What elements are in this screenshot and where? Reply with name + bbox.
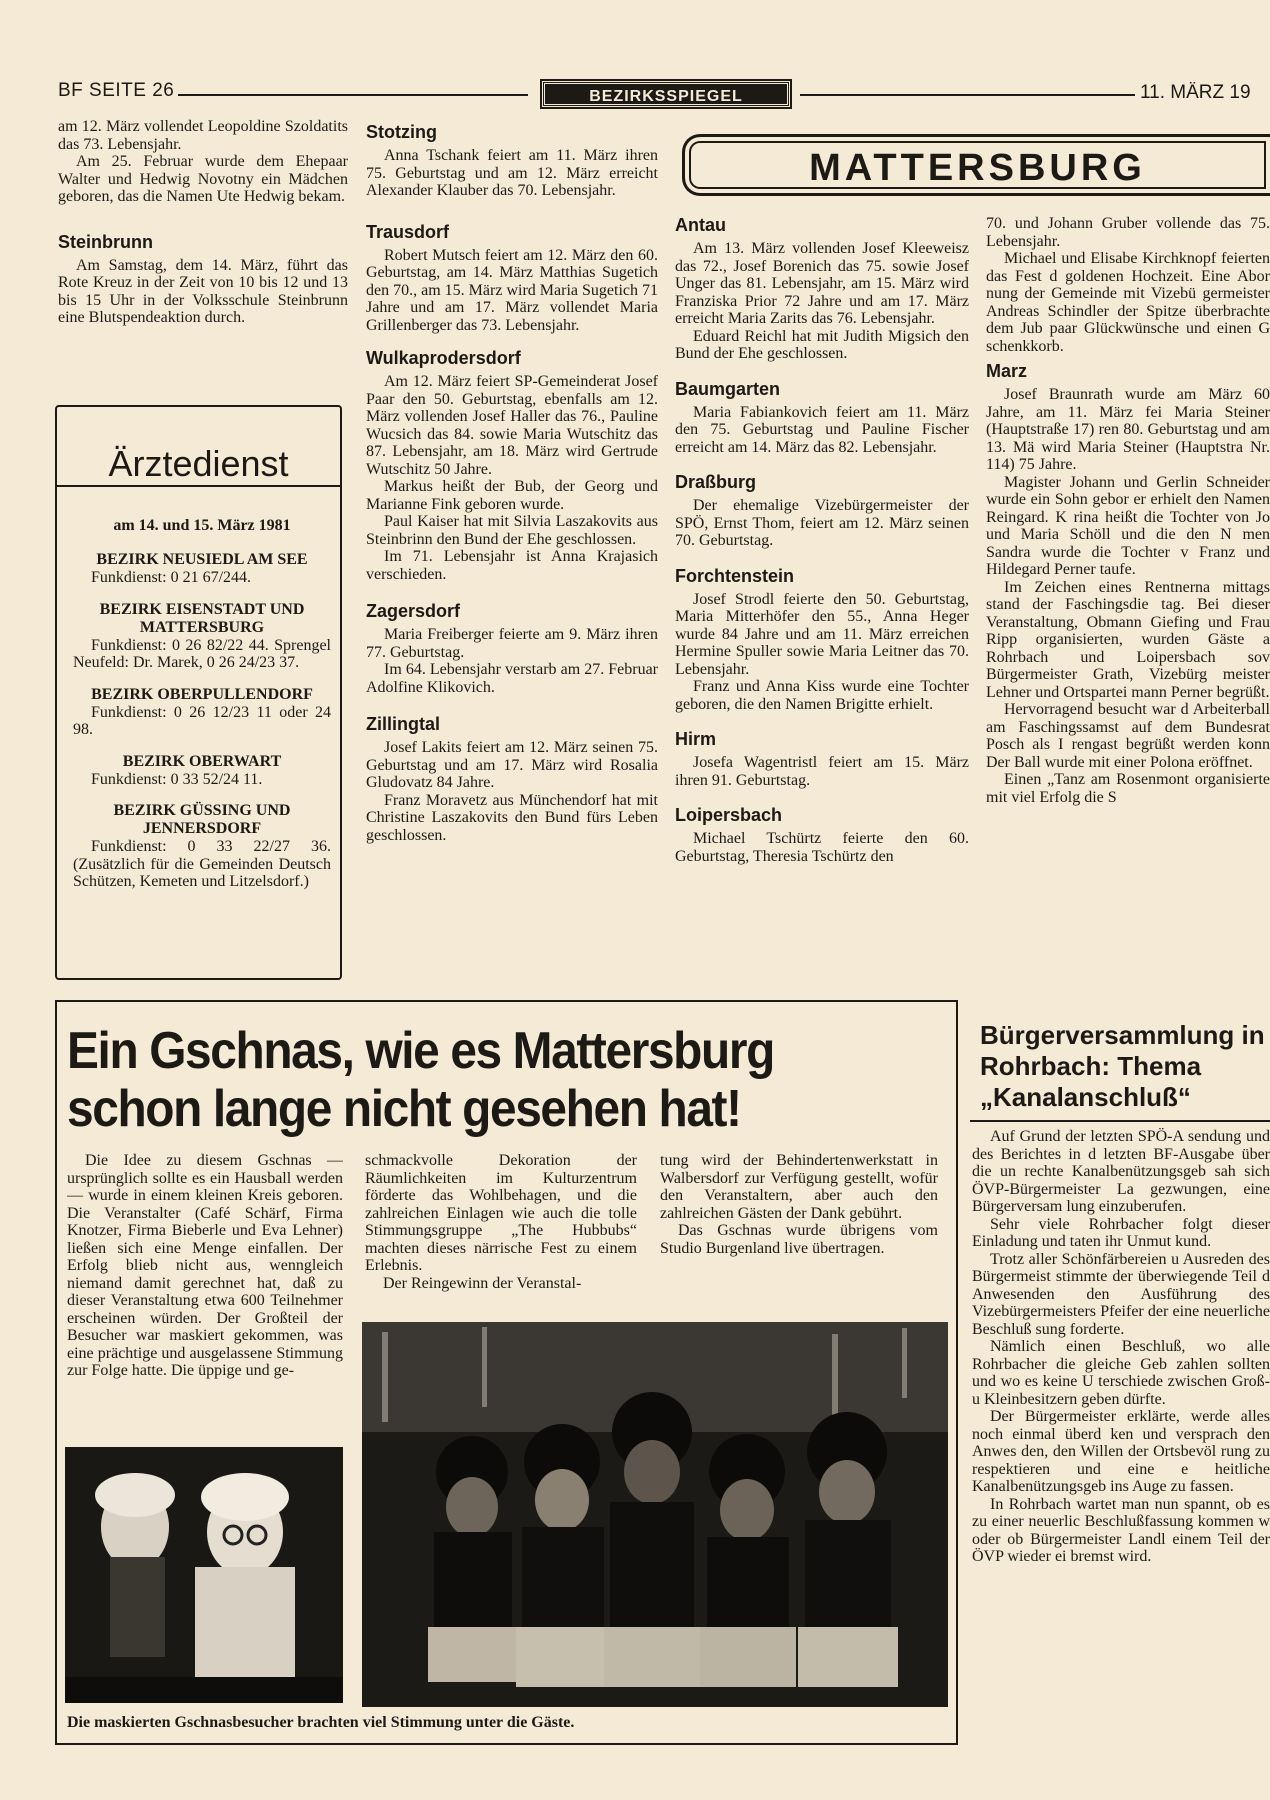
- aerztedienst-title-rule: [57, 485, 340, 487]
- paragraph: Eduard Reichl hat mit Judith Migsich den Bund der Ehe geschlossen.: [675, 327, 969, 362]
- aerztedienst-box: [55, 405, 342, 980]
- paragraph: Josef Lakits feiert am 12. März seinen 75. Geburtstag und am 17. März wird Rosalia Gludovatz 84 Jahre.: [366, 739, 658, 791]
- paragraph: Im 64. Lebensjahr verstarb am 27. Februar Adolfine Klikovich.: [366, 661, 658, 696]
- header-rule-right: [800, 94, 1135, 96]
- section-heading-stotzing: Stotzing: [366, 122, 437, 142]
- district-name: BEZIRK OBERWART: [122, 752, 282, 770]
- paragraph: Sehr viele Rohrbacher folgt dieser Einladung und taten ihr Unmut kund.: [972, 1215, 1270, 1250]
- header-rule-left: [178, 94, 528, 96]
- mattersburg-banner: [682, 134, 1270, 196]
- section-heading-hirm: Hirm: [675, 729, 717, 749]
- paragraph: In Rohrbach wartet man nun spannt, ob es zu einer neuerlic Beschlußfassung kommen w oder ob Bürgermeister Landl einem Teil der ÖVP wieder ei bremst wird.: [972, 1495, 1270, 1565]
- paragraph: Im Zeichen eines Rentnerna mittags stand der Faschingsdie tag. Bei dieser Veranstaltung, Obmann Giefing und Frau Ripp organisierten, wurden Gäste a Rohrbach und Loipersbach sov Bürgermeister Grath, Vizebürg meister Lehner und Ortspartei mann Perner begrüßt.: [986, 578, 1270, 701]
- buerger-column: [972, 1128, 1270, 1758]
- gschnas-col-1: [67, 1152, 343, 1442]
- issue-date: 11. MÄRZ 19: [1140, 82, 1251, 103]
- district-name: BEZIRK OBERPULLENDORF: [91, 685, 313, 703]
- paragraph: Paul Kaiser hat mit Silvia Laszakovits aus Steinbrinn den Bund der Ehe geschlossen.: [366, 513, 658, 548]
- photo-costumed-group: [362, 1322, 948, 1707]
- photo-costumed-group-drawing: [362, 1322, 948, 1707]
- section-badge: BEZIRKSSPIEGEL: [542, 81, 790, 107]
- paragraph: Einen „Tanz am Rosenmont organisierte mit viel Erfolg die S: [986, 771, 1270, 806]
- district-text: Funkdienst: 0 33 22/27 36. (Zusätzlich für die Gemeinden Deutsch Schützen, Kemeten und Litzelsdorf.): [73, 838, 331, 890]
- paragraph: Franz Moravetz aus Münchendorf hat mit Christine Laszakovits den Bund fürs Leben geschlossen.: [366, 791, 658, 844]
- paragraph: 70. und Johann Gruber vollende das 75. Lebensjahr.: [986, 215, 1270, 250]
- paragraph: Die Idee zu diesem Gschnas — ursprünglich sollte es ein Hausball werden — wurde in einem kleinen Kreis geboren. Die Veranstalter (Café Schärf, Firma Knotzer, Firma Bieberle und Eva Lehner) ließen sich eine Menge einfallen. Der Erfolg blieb nicht aus, wenngleich niemand damit gerechnet hat, daß zu dieser Veranstaltung etwa 600 Teilnehmer erscheinen würden. Der Großteil der Besucher war maskiert gekommen, was eine prächtige und ausgelassene Stimmung zur Folge hatte. Die üppige und ge-: [67, 1152, 343, 1379]
- aerztedienst-dates: am 14. und 15. März 1981: [113, 517, 291, 534]
- paragraph: Josef Strodl feierte den 50. Geburtstag, Maria Mitterhöfer den 55., Anna Heger wurde 84 Jahre und am 11. März erreichen Hermine Spuller sowie Maria Leitner das 70. Lebensjahr.: [675, 590, 969, 678]
- column-1-top: [58, 118, 348, 398]
- paragraph: Hervorragend besucht war d Arbeiterball am Faschingssamst auf dem Bundesrat Posch als I rengast begrüßt werden konn Der Ball wurde mit einer Polona eröffnet.: [986, 701, 1270, 771]
- photo-masked-pair: [65, 1447, 343, 1703]
- paragraph: Im 71. Lebensjahr ist Anna Krajasich verschieden.: [366, 548, 658, 583]
- column-4: [986, 215, 1270, 990]
- page-number: BF SEITE 26: [58, 80, 175, 101]
- gschnas-article: [55, 1000, 958, 1745]
- buerger-headline: Bürgerversammlung in Rohrbach: Thema „Kanalanschluß“: [980, 1020, 1265, 1112]
- column-3: [675, 215, 969, 985]
- paragraph: Maria Fabiankovich feiert am 11. März den 75. Geburtstag und Pauline Fischer erreicht am 14. März das 82. Lebensjahr.: [675, 403, 969, 456]
- paragraph: Michael Tschürtz feierte den 60. Geburtstag, Theresia Tschürtz den: [675, 830, 969, 865]
- district-text: Funkdienst: 0 26 12/23 11 oder 24 98.: [73, 703, 331, 738]
- district-text: Funkdienst: 0 33 52/24 11.: [91, 770, 263, 788]
- paragraph: Robert Mutsch feiert am 12. März den 60. Geburtstag, am 14. März Matthias Sugetich den 70., am 15. März wird Maria Sugetich 71 Jahre und am 17. März vollendet Maria Grillenberger das 73. Lebensjahr.: [366, 246, 658, 334]
- paragraph: schmackvolle Dekoration der Räumlichkeiten im Kulturzentrum förderte das Wohlbehagen, und die zahlreichen Einlagen wie auch die tolle Stimmungsgruppe „The Hubbubs“ machten dieses närrische Fest zu einem Erlebnis.: [365, 1152, 637, 1274]
- buerger-rule: [970, 1120, 1270, 1122]
- photo-caption: Die maskierten Gschnasbesucher brachten viel Stimmung unter die Gäste.: [67, 1714, 575, 1731]
- paragraph: Auf Grund der letzten SPÖ-A sendung und des Berichtes in d letzten BF-Ausgabe über die un rechte Kanalbenützungsgeb sah sich ÖVP-Bürgermeister La gezwungen, eine Bürgerversam lung einzuberufen.: [972, 1128, 1270, 1215]
- aerztedienst-title: Ärztedienst: [108, 443, 289, 484]
- section-heading-drassburg: Draßburg: [675, 472, 756, 492]
- paragraph: Das Gschnas wurde übrigens vom Studio Burgenland live übertragen.: [660, 1222, 938, 1257]
- section-heading-marz: Marz: [986, 361, 1028, 381]
- section-heading-baumgarten: Baumgarten: [675, 378, 781, 399]
- district-text: Funkdienst: 0 21 67/244.: [91, 569, 252, 586]
- section-heading-loipersbach: Loipersbach: [675, 805, 783, 825]
- paragraph: Trotz aller Schönfärbereien u Ausreden des Bürgermeist stimmte der überwiegende Teil d Anwesenden den Ausführung des Vizebürgermeisters Pfeifer der eine neuerliche Beschluß sung forderte.: [972, 1250, 1270, 1338]
- district-name: BEZIRK EISENSTADT UND MATTERSBURG: [99, 600, 305, 636]
- section-heading-wulkaprodersdorf: Wulkaprodersdorf: [366, 348, 521, 368]
- column-2: [366, 122, 658, 982]
- section-heading-zillingtal: Zillingtal: [366, 714, 440, 734]
- photo-masked-pair-drawing: [65, 1447, 343, 1703]
- gschnas-headline: Ein Gschnas, wie es Mattersburg schon lange nicht gesehen hat!: [67, 1022, 774, 1138]
- paragraph: Am 25. Februar wurde dem Ehepaar Walter und Hedwig Novotny ein Mädchen geboren, das die Namen Ute Hedwig bekam.: [58, 153, 348, 205]
- section-heading-steinbrunn: Steinbrunn: [58, 231, 153, 252]
- paragraph: Josef Braunrath wurde am März 60 Jahre, am 11. März fei Maria Steiner (Hauptstraße 17) ren 80. Geburtstag und am 13. Mä wird Maria Steiner (Hauptstra Nr. 114) 75 Jahre.: [986, 386, 1270, 473]
- paragraph: Magister Johann und Gerlin Schneider wurde ein Sohn gebor er erhielt den Namen Reingard. K rina heißt die Tochter von Jo und Maria Schöll und die den N men Sandra wurde die Tochter v Franz und Hildegard Perner taufe.: [986, 473, 1270, 578]
- district-text: Funkdienst: 0 26 82/22 44. Sprengel Neufeld: Dr. Marek, 0 26 24/23 37.: [73, 636, 331, 671]
- district-name: BEZIRK GÜSSING UND JENNERSDORF: [113, 802, 291, 837]
- paragraph: Josefa Wagentristl feiert am 15. März ihren 91. Geburtstag.: [675, 754, 969, 789]
- paragraph: Am Samstag, dem 14. März, führt das Rote Kreuz in der Zeit von 10 bis 12 und 13 bis 15 Uhr in der Volksschule Steinbrunn eine Blutspendeaktion durch.: [58, 256, 348, 326]
- aerztedienst-content: [73, 517, 331, 891]
- paragraph: Maria Freiberger feierte am 9. März ihren 77. Geburtstag.: [366, 626, 658, 661]
- section-heading-trausdorf: Trausdorf: [366, 221, 450, 242]
- paragraph: am 12. März vollendet Leopoldine Szoldatits das 73. Lebensjahr.: [58, 118, 348, 153]
- paragraph: Markus heißt der Bub, der Georg und Marianne Fink geboren wurde.: [366, 478, 658, 513]
- section-heading-forchtenstein: Forchtenstein: [675, 565, 795, 586]
- paragraph: Michael und Elisabe Kirchknopf feierten das Fest d goldenen Hochzeit. Eine Abor nung der Gemeinde mit Vizebü germeister Andreas Schindler der Spitze überbrachte dem Jub paar Glückwünsche und einen G schenkkorb.: [986, 250, 1270, 355]
- paragraph: Am 12. März feiert SP-Gemeinderat Josef Paar den 50. Geburtstag, ebenfalls am 12. März vollenden Josef Haller das 76., Pauline Wucsich das 84. sowie Maria Wutschitz das 87. Lebensjahr, am 18. März wird Gertrude Wutschitz 50 Jahre.: [366, 373, 658, 478]
- mattersburg-title: MATTERSBURG: [809, 147, 1146, 189]
- paragraph: Am 13. März vollenden Josef Kleeweisz das 72., Josef Borenich das 75. sowie Josef Unger das 81. Lebensjahr, am 15. März wird Franziska Prior 72 Jahre und am 17. März erreicht Maria Zarits das 76. Lebensjahr.: [675, 240, 969, 327]
- paragraph: Franz und Anna Kiss wurde eine Tochter geboren, die den Namen Brigitte erhielt.: [675, 678, 969, 713]
- paragraph: Anna Tschank feiert am 11. März ihren 75. Geburtstag und am 12. März erreicht Alexander Klauber das 70. Lebensjahr.: [366, 147, 658, 199]
- paragraph: Der Reingewinn der Veranstal-: [383, 1274, 582, 1292]
- section-heading-zagersdorf: Zagersdorf: [366, 601, 461, 621]
- paragraph: tung wird der Behindertenwerkstatt in Walbersdorf zur Verfügung gestellt, wofür den Veranstaltern, aber auch den zahlreichen Gästen der Dank gebührt.: [660, 1152, 938, 1222]
- paragraph: Der ehemalige Vizebürgermeister der SPÖ, Ernst Thom, feiert am 12. März seinen 70. Geburtstag.: [675, 497, 969, 549]
- section-heading-antau: Antau: [675, 215, 726, 235]
- paragraph: Nämlich einen Beschluß, wo alle Rohrbacher die gleiche Geb zahlen sollten und wo es keine U terschiede zwischen Groß- u Kleinbesitzern geben dürfte.: [972, 1338, 1270, 1408]
- gschnas-col-3: [660, 1152, 938, 1312]
- gschnas-col-2: [365, 1152, 637, 1312]
- paragraph: Der Bürgermeister erklärte, werde alles noch einmal überd ken und versprach den Anwes den, den Willen der Ortsbevöl rung zu respektieren und eine e heitliche Kanalbenützungsgeb ins Auge zu fassen.: [972, 1408, 1270, 1495]
- district-name: BEZIRK NEUSIEDL AM SEE: [96, 551, 308, 568]
